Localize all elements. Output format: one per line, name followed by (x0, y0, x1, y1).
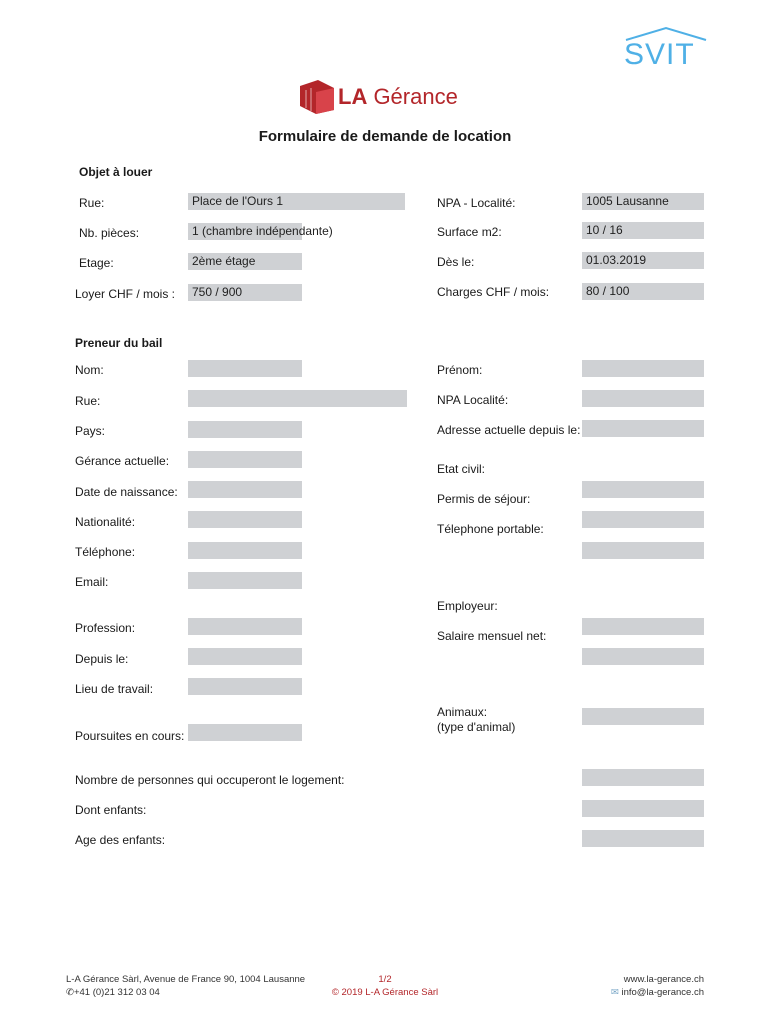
telephone-portable-field[interactable] (582, 511, 704, 528)
telephone-field[interactable] (188, 542, 302, 559)
profession-field[interactable] (188, 618, 302, 635)
email-field[interactable] (188, 572, 302, 589)
telephone-label: Téléphone: (75, 545, 136, 559)
tenant-npa-field[interactable] (582, 390, 704, 407)
salaire-label: Salaire mensuel net: (437, 629, 547, 643)
prenom-label: Prénom: (437, 363, 483, 377)
poursuites-field[interactable] (188, 724, 302, 741)
adresse-depuis-label: Adresse actuelle depuis le: (437, 423, 581, 437)
section-preneur-heading: Preneur du bail (75, 336, 163, 350)
salaire-field[interactable] (582, 618, 704, 635)
nationalite-label: Nationalité: (75, 515, 136, 529)
charges-field[interactable]: 80 / 100 (582, 283, 704, 300)
telephone-portable-label: Télephone portable: (437, 522, 544, 536)
surface-field[interactable]: 10 / 16 (582, 222, 704, 239)
pays-field[interactable] (188, 421, 302, 438)
phone-icon: ✆ (66, 987, 74, 998)
des-le-label: Dès le: (437, 255, 475, 269)
nb-personnes-field[interactable] (582, 769, 704, 786)
permis-sejour-label: Permis de séjour: (437, 492, 531, 506)
footer-address: L-A Gérance Sàrl, Avenue de France 90, 1004 Lausanne (66, 974, 306, 985)
adresse-depuis-field[interactable] (582, 420, 704, 437)
page-title: Formulaire de demande de location (258, 128, 512, 145)
etage-field[interactable]: 2ème étage (188, 253, 302, 270)
loyer-field[interactable]: 750 / 900 (188, 284, 302, 301)
date-naissance-label: Date de naissance: (75, 485, 178, 499)
rue-label: Rue: (79, 196, 105, 210)
nom-field[interactable] (188, 360, 302, 377)
gerance-actuelle-field[interactable] (188, 451, 302, 468)
prenom-field[interactable] (582, 360, 704, 377)
footer-copyright: © 2019 L-A Gérance Sàrl (331, 987, 439, 998)
la-gerance-logo-text: LA Gérance (338, 84, 458, 109)
footer-email-line (611, 986, 704, 999)
nb-pieces-field[interactable]: 1 (chambre indépendante) (188, 223, 302, 240)
nb-pieces-label: Nb. pièces: (79, 226, 140, 240)
email-label: Email: (75, 575, 109, 589)
npa-localite-label: NPA - Localité: (437, 196, 516, 210)
loyer-label: Loyer CHF / mois : (75, 287, 176, 301)
date-naissance-field[interactable] (188, 481, 302, 498)
footer-website[interactable]: www.la-gerance.ch (623, 974, 704, 985)
etage-label: Etage: (79, 256, 114, 270)
permis-sejour-field[interactable] (582, 481, 704, 498)
animaux-label: Animaux: (437, 705, 488, 719)
section-objet-heading: Objet à louer (79, 165, 153, 179)
age-enfants-field[interactable] (582, 830, 704, 847)
lieu-travail-label: Lieu de travail: (75, 682, 154, 696)
lieu-travail-field[interactable] (188, 678, 302, 695)
pays-label: Pays: (75, 424, 106, 438)
la-gerance-cube-icon (298, 78, 336, 116)
nb-personnes-label: Nombre de personnes qui occuperont le logement: (75, 773, 345, 787)
dont-enfants-label: Dont enfants: (75, 803, 147, 817)
animaux-field[interactable] (582, 708, 704, 725)
profession-label: Profession: (75, 621, 136, 635)
tenant-rue-field[interactable] (188, 390, 407, 407)
tenant-npa-label: NPA Localité: (437, 393, 509, 407)
poursuites-label: Poursuites en cours: (75, 729, 185, 743)
etat-civil-label: Etat civil: (437, 462, 486, 476)
npa-localite-field[interactable]: 1005 Lausanne (582, 193, 704, 210)
depuis-le-right-field[interactable] (582, 648, 704, 665)
telephone-right-field[interactable] (582, 542, 704, 559)
age-enfants-label: Age des enfants: (75, 833, 166, 847)
employeur-label: Employeur: (437, 599, 498, 613)
nationalite-field[interactable] (188, 511, 302, 528)
type-animal-label: (type d'animal) (437, 720, 516, 734)
footer-email[interactable]: info@la-gerance.ch (621, 987, 704, 998)
tenant-rue-label: Rue: (75, 394, 101, 408)
mail-icon: ✉ (610, 987, 619, 998)
charges-label: Charges CHF / mois: (437, 285, 550, 299)
nom-label: Nom: (75, 363, 104, 377)
depuis-le-field[interactable] (188, 648, 302, 665)
gerance-actuelle-label: Gérance actuelle: (75, 454, 170, 468)
svit-logo-text: SVIT (624, 38, 695, 71)
rue-field[interactable]: Place de l'Ours 1 (188, 193, 405, 210)
footer-phone-line (66, 986, 160, 999)
depuis-le-label: Depuis le: (75, 652, 129, 666)
des-le-field[interactable]: 01.03.2019 (582, 252, 704, 269)
footer-phone: +41 (0)21 312 03 04 (73, 987, 160, 998)
footer-page: 1/2 (378, 974, 392, 985)
dont-enfants-field[interactable] (582, 800, 704, 817)
surface-label: Surface m2: (437, 225, 502, 239)
